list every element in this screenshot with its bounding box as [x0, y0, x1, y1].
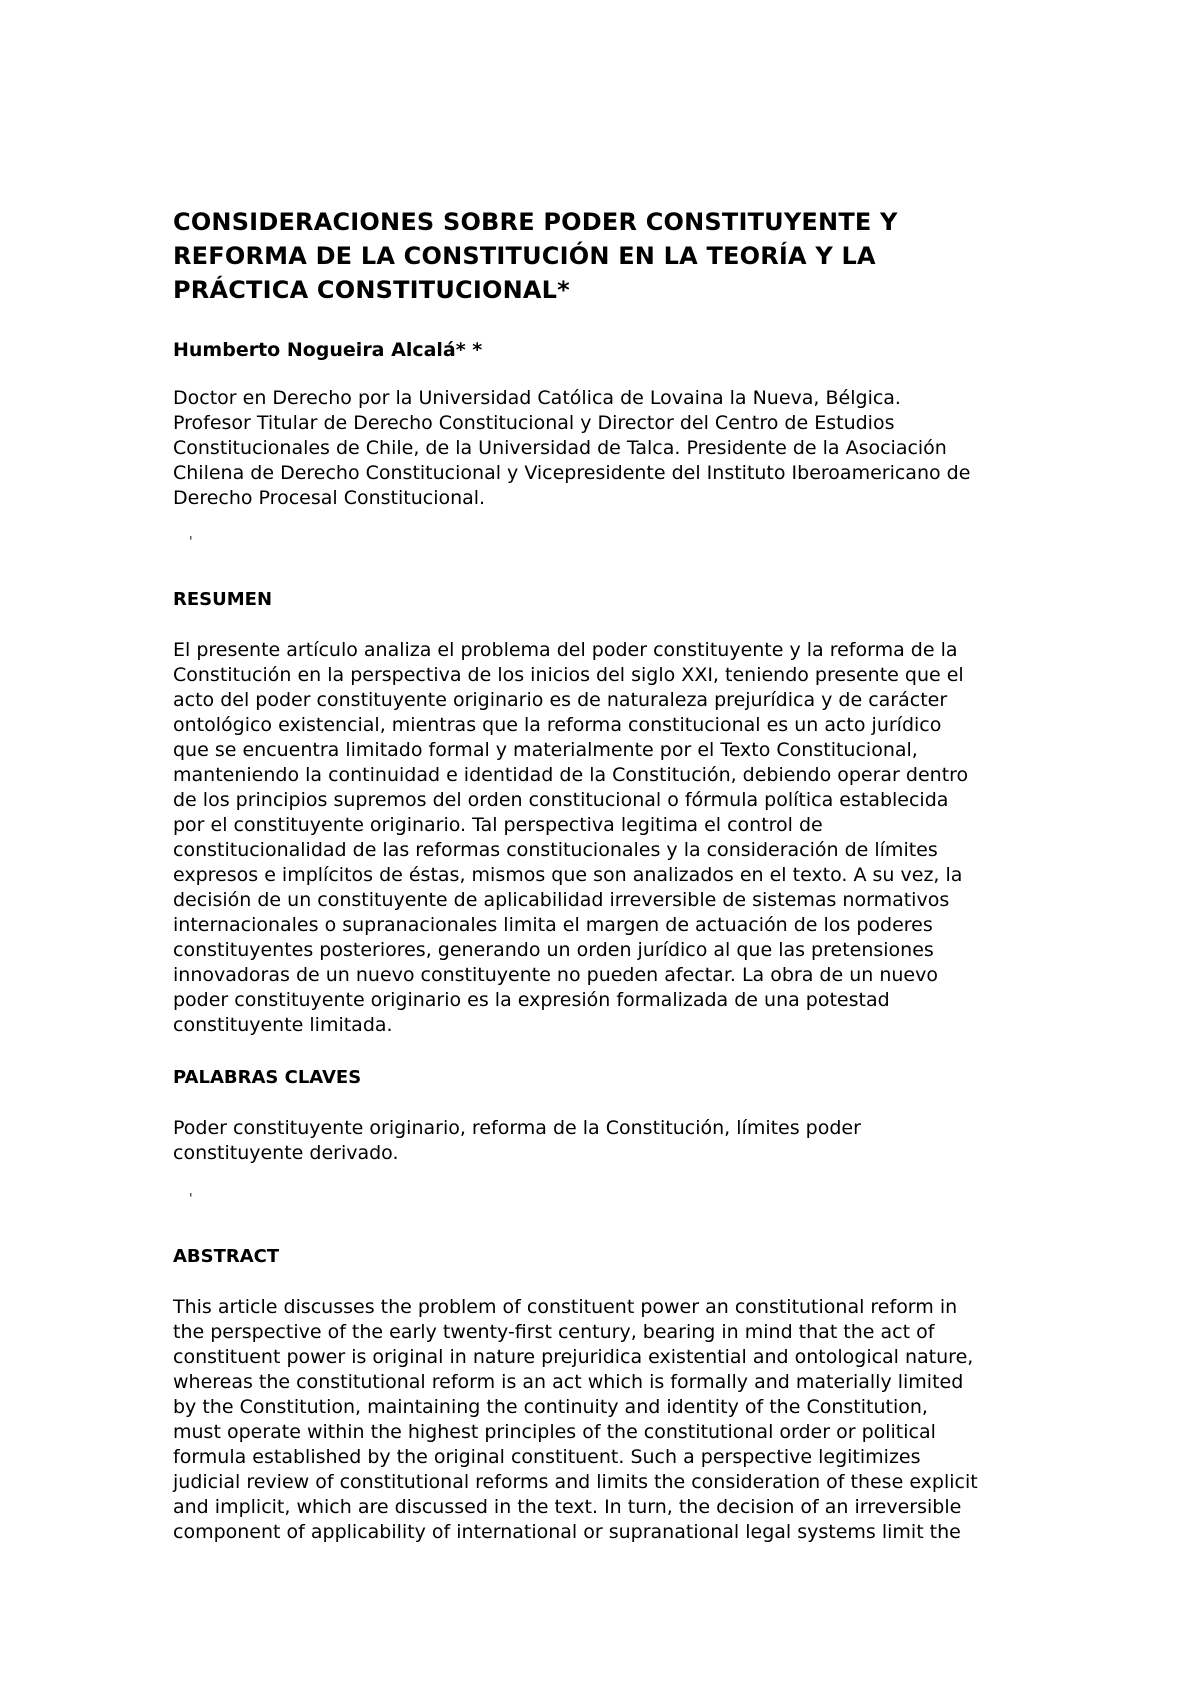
author-name: Humberto Nogueira Alcalá* * — [173, 339, 483, 361]
title-line: CONSIDERACIONES SOBRE PODER CONSTITUYENTE Y — [173, 208, 898, 236]
resumen-line: internacionales o supranacionales limita el margen de actuación de los poderes — [173, 914, 933, 936]
resumen-line: poder constituyente originario es la expresión formalizada de una potestad — [173, 989, 890, 1011]
title-line: REFORMA DE LA CONSTITUCIÓN EN LA TEORÍA Y LA — [173, 242, 876, 270]
resumen-line: Constitución en la perspectiva de los inicios del siglo XXI, teniendo presente que el — [173, 664, 964, 686]
abstract-line: must operate within the highest principles of the constitutional order or political — [173, 1421, 936, 1443]
resumen-line: constitucionalidad de las reformas constitucionales y la consideración de límites — [173, 839, 938, 861]
abstract-line: formula established by the original constituent. Such a perspective legitimizes — [173, 1446, 921, 1468]
article-title — [173, 205, 1053, 307]
abstract-line: component of applicability of international or supranational legal systems limit the — [173, 1521, 961, 1543]
title-line: PRÁCTICA CONSTITUCIONAL* — [173, 276, 570, 304]
document-page — [173, 205, 1053, 1545]
abstract-line: and implicit, which are discussed in the text. In turn, the decision of an irreversible — [173, 1496, 962, 1518]
separator-mark: ' — [189, 535, 193, 550]
bio-line: Profesor Titular de Derecho Constitucional y Director del Centro de Estudios — [173, 412, 895, 434]
resumen-line: ontológico existencial, mientras que la reforma constitucional es un acto jurídico — [173, 714, 942, 736]
author-bio — [173, 386, 1053, 511]
resumen-line: manteniendo la continuidad e identidad de la Constitución, debiendo operar dentro — [173, 764, 969, 786]
abstract-line: This article discusses the problem of constituent power an constitutional reform in — [173, 1296, 958, 1318]
resumen-paragraph — [173, 638, 1053, 1038]
bio-line: Doctor en Derecho por la Universidad Católica de Lovaina la Nueva, Bélgica. — [173, 387, 901, 409]
abstract-line: constituent power is original in nature prejuridica existential and ontological nature, — [173, 1346, 974, 1368]
resumen-line: decisión de un constituyente de aplicabilidad irreversible de sistemas normativos — [173, 889, 950, 911]
abstract-line: the perspective of the early twenty-first century, bearing in mind that the act of — [173, 1321, 935, 1343]
resumen-line: El presente artículo analiza el problema del poder constituyente y la reforma de la — [173, 639, 958, 661]
abstract-heading: ABSTRACT — [173, 1246, 280, 1267]
bio-line: Derecho Procesal Constitucional. — [173, 487, 486, 509]
abstract-paragraph — [173, 1295, 1053, 1545]
resumen-line: innovadoras de un nuevo constituyente no pueden afectar. La obra de un nuevo — [173, 964, 938, 986]
resumen-line: por el constituyente originario. Tal perspectiva legitima el control de — [173, 814, 823, 836]
resumen-line: constituyente limitada. — [173, 1014, 393, 1036]
palabras-claves-heading: PALABRAS CLAVES — [173, 1067, 362, 1088]
bio-line: Constitucionales de Chile, de la Universidad de Talca. Presidente de la Asociación — [173, 437, 947, 459]
bio-line: Chilena de Derecho Constitucional y Vicepresidente del Instituto Iberoamericano de — [173, 462, 971, 484]
abstract-line: judicial review of constitutional reforms and limits the consideration of these explicit — [173, 1471, 978, 1493]
abstract-line: by the Constitution, maintaining the continuity and identity of the Constitution, — [173, 1396, 928, 1418]
resumen-line: que se encuentra limitado formal y materialmente por el Texto Constitucional, — [173, 739, 918, 761]
abstract-line: whereas the constitutional reform is an act which is formally and materially limited — [173, 1371, 964, 1393]
palabras-line: constituyente derivado. — [173, 1142, 399, 1164]
palabras-claves-paragraph — [173, 1116, 1053, 1166]
resumen-line: expresos e implícitos de éstas, mismos que son analizados en el texto. A su vez, la — [173, 864, 963, 886]
resumen-line: de los principios supremos del orden constitucional o fórmula política establecida — [173, 789, 949, 811]
resumen-line: constituyentes posteriores, generando un orden jurídico al que las pretensiones — [173, 939, 934, 961]
palabras-line: Poder constituyente originario, reforma de la Constitución, límites poder — [173, 1117, 861, 1139]
resumen-heading: RESUMEN — [173, 589, 273, 610]
resumen-line: acto del poder constituyente originario es de naturaleza prejurídica y de carácter — [173, 689, 948, 711]
separator-mark: ' — [189, 1192, 193, 1207]
